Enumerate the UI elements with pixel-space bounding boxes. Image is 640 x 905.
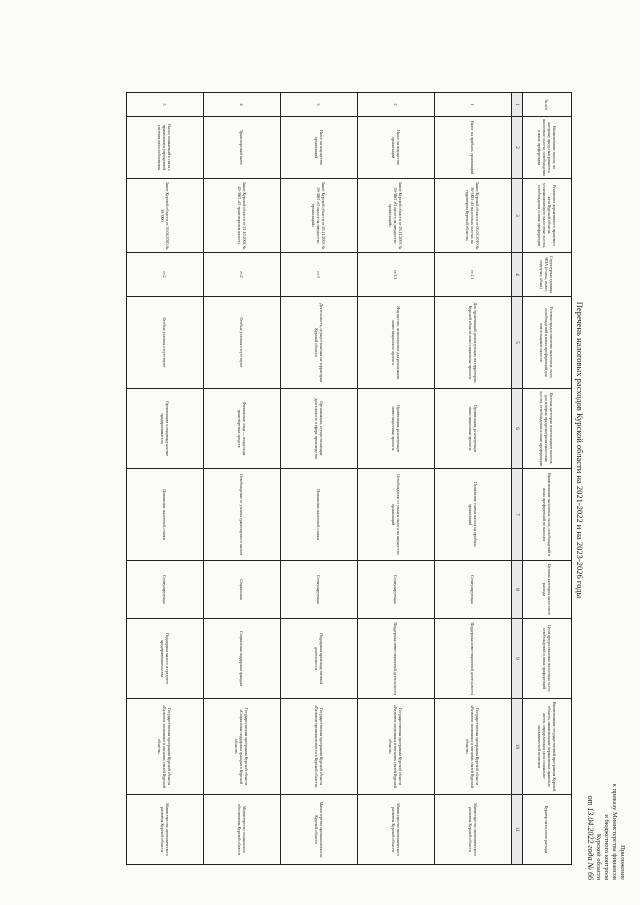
legal-act: Закон Курской области от 26.11.2003 № 59-ЗКО «О налоге на имущество организаций» [358,179,435,253]
column-header: Цели предоставления налоговых льгот, освобождений и иных преференций [523,619,572,699]
column-number: 11 [512,795,523,865]
curator: Министерство промышленности Курской области [281,795,358,865]
target-category: Стимулирующая [281,561,358,619]
tax-name: Налог на прибыль организаций [435,117,512,179]
column-header: Целевая категория плательщиков налогов, для которых предусмотрены налоговые льготы, освобождения и иные преференции [523,389,572,469]
table-row [281,93,358,865]
row-number: 2 [358,93,435,117]
target-category: Социальная [204,561,281,619]
act-unit: ст.1.1 [435,253,512,297]
table-row [204,93,281,865]
curator: Министерство экономического развития Курской области [358,795,435,865]
table-row [127,93,204,865]
tax-expenditures-table [126,92,572,865]
program: Государственная программа Курской области «Развитие экономики и внешних связей Курской области» [127,699,204,795]
column-number-row [512,93,523,865]
payer-category: Организации, реализующие инвестиционные проекты [358,389,435,469]
curator: Министерство социального обеспечения Курской области [204,795,281,865]
curator: Министерство экономического развития Курской области [435,795,512,865]
column-header: Наименование государственной программы Курской области, наименование нормативных правовых актов, определяющих цели социально-экономической политики [523,699,572,795]
program: Государственная программа Курской области «Социальная поддержка граждан в Курской области» [204,699,281,795]
column-header: Куратор налогового расхода [523,795,572,865]
column-number: 8 [512,561,523,619]
column-number: 5 [512,297,523,389]
column-number: 6 [512,389,523,469]
column-header: № п/п [523,93,572,117]
conditions: Для организаций, реализующих на территории Курской области инвестиционные проекты [435,297,512,389]
benefit-name: Понижение налоговой ставки [127,469,204,561]
legal-act: Закон Курской области от 05.05.2010 № 30-ЗКО «О налоговых льготах на территории Курской области» [435,179,512,253]
program: Государственная программа Курской области «Развитие экономики и внешних связей Курской области» [358,699,435,795]
act-unit: ст.3 [281,253,358,297]
benefit-name: Освобождение от уплаты транспортного налога [204,469,281,561]
row-number: 3 [281,93,358,117]
conditions: Имущество, используемое для реализации инвестиционного проекта [358,297,435,389]
tax-name: Налог на имущество организаций [358,117,435,179]
approval-line: Приложение [619,845,626,880]
tax-name: Налог, взимаемый в связи с применением упрощенной системы налогообложения [127,117,204,179]
payer-category: Организации, реализующие инвестиционные проекты [435,389,512,469]
conditions: Особые условия отсутствуют [204,297,281,389]
goal: Поддержка инвестиционной деятельности [435,619,512,699]
goal: Поддержка малого и среднего предпринимательства [127,619,204,699]
program: Государственная программа Курской области «Развитие промышленности в Курской области» [281,699,358,795]
row-number: 4 [204,93,281,117]
column-number: 3 [512,179,523,253]
legal-act: Закон Курской области от 30.04.2020 № 30-ЗКО [127,179,204,253]
column-number: 1 [512,93,523,117]
approval-line: Курской области [595,833,602,880]
document-title: Перечень налоговых расходов Курской области на 2021-2022 и на 2023-2026 годы [575,301,585,599]
target-category: Стимулирующая [358,561,435,619]
legal-act: Закон Курской области от 26.11.2003 № 59-ЗКО «О налоге на имущество организаций» [281,179,358,253]
table-row [358,93,435,865]
act-unit: ст.2 [204,253,281,297]
target-category: Стимулирующая [435,561,512,619]
approval-line: и бюджетного контроля [603,814,610,880]
goal: Поддержка инвестиционной деятельности [358,619,435,699]
column-number: 4 [512,253,523,297]
row-number: 1 [435,93,512,117]
curator: Министерство экономического развития Курской области [127,795,204,865]
column-header: Условия предоставления налоговых льгот, освобождений и иных преференций для плательщиков налогов [523,297,572,389]
approval-line: к приказу Министерства финансов [611,783,618,880]
act-unit: ст.2 [127,253,204,297]
column-header: Наименование налога, по которому предусматриваются налоговые льготы, освобождения и иные преференции [523,117,572,179]
column-header: Наименование налоговых льгот, освобождений и иных преференций по налогам [523,469,572,561]
benefit-name: Понижение налоговой ставки [281,469,358,561]
column-number: 7 [512,469,523,561]
payer-category: Организации, осуществляющие деятельность в сфере производства [281,389,358,469]
tax-name: Транспортный налог [204,117,281,179]
benefit-name: Понижение ставки налога на прибыль организаций [435,469,512,561]
legal-act: Закон Курской области от 21.10.2002 № 43-ЗКО «О транспортном налоге» [204,179,281,253]
column-number: 10 [512,699,523,795]
benefit-name: Освобождение от уплаты налога на имущество организаций [358,469,435,561]
row-number: 5 [127,93,204,117]
conditions: Особые условия отсутствуют [127,297,204,389]
column-header: Реквизиты нормативного правового акта Курской области, устанавливающего налоговые льготы, освобождения и иные преференции [523,179,572,253]
column-header: Структурная единица НПА (статья, пункт, подпункт, абзац) [523,253,572,297]
target-category: Стимулирующая [127,561,204,619]
payer-category: Физические лица — владельцы транспортных средств [204,389,281,469]
goal: Социальная поддержка граждан [204,619,281,699]
payer-category: Организации и индивидуальные предприниматели [127,389,204,469]
tax-name: Налог на имущество организаций [281,117,358,179]
goal: Поддержка производственной деятельности [281,619,358,699]
column-number: 9 [512,619,523,699]
conditions: Деятельность, осуществляемая на территории Курской области [281,297,358,389]
column-header: Целевая категория налогового расхода [523,561,572,619]
approval-date: от 13.04.2022 года № 66 [586,795,595,880]
column-number: 2 [512,117,523,179]
program: Государственная программа Курской области «Развитие экономики и внешних связей Курской области» [435,699,512,795]
act-unit: ст.1.1 [358,253,435,297]
header-row [523,93,572,865]
table-row [435,93,512,865]
approval-block [586,700,626,880]
